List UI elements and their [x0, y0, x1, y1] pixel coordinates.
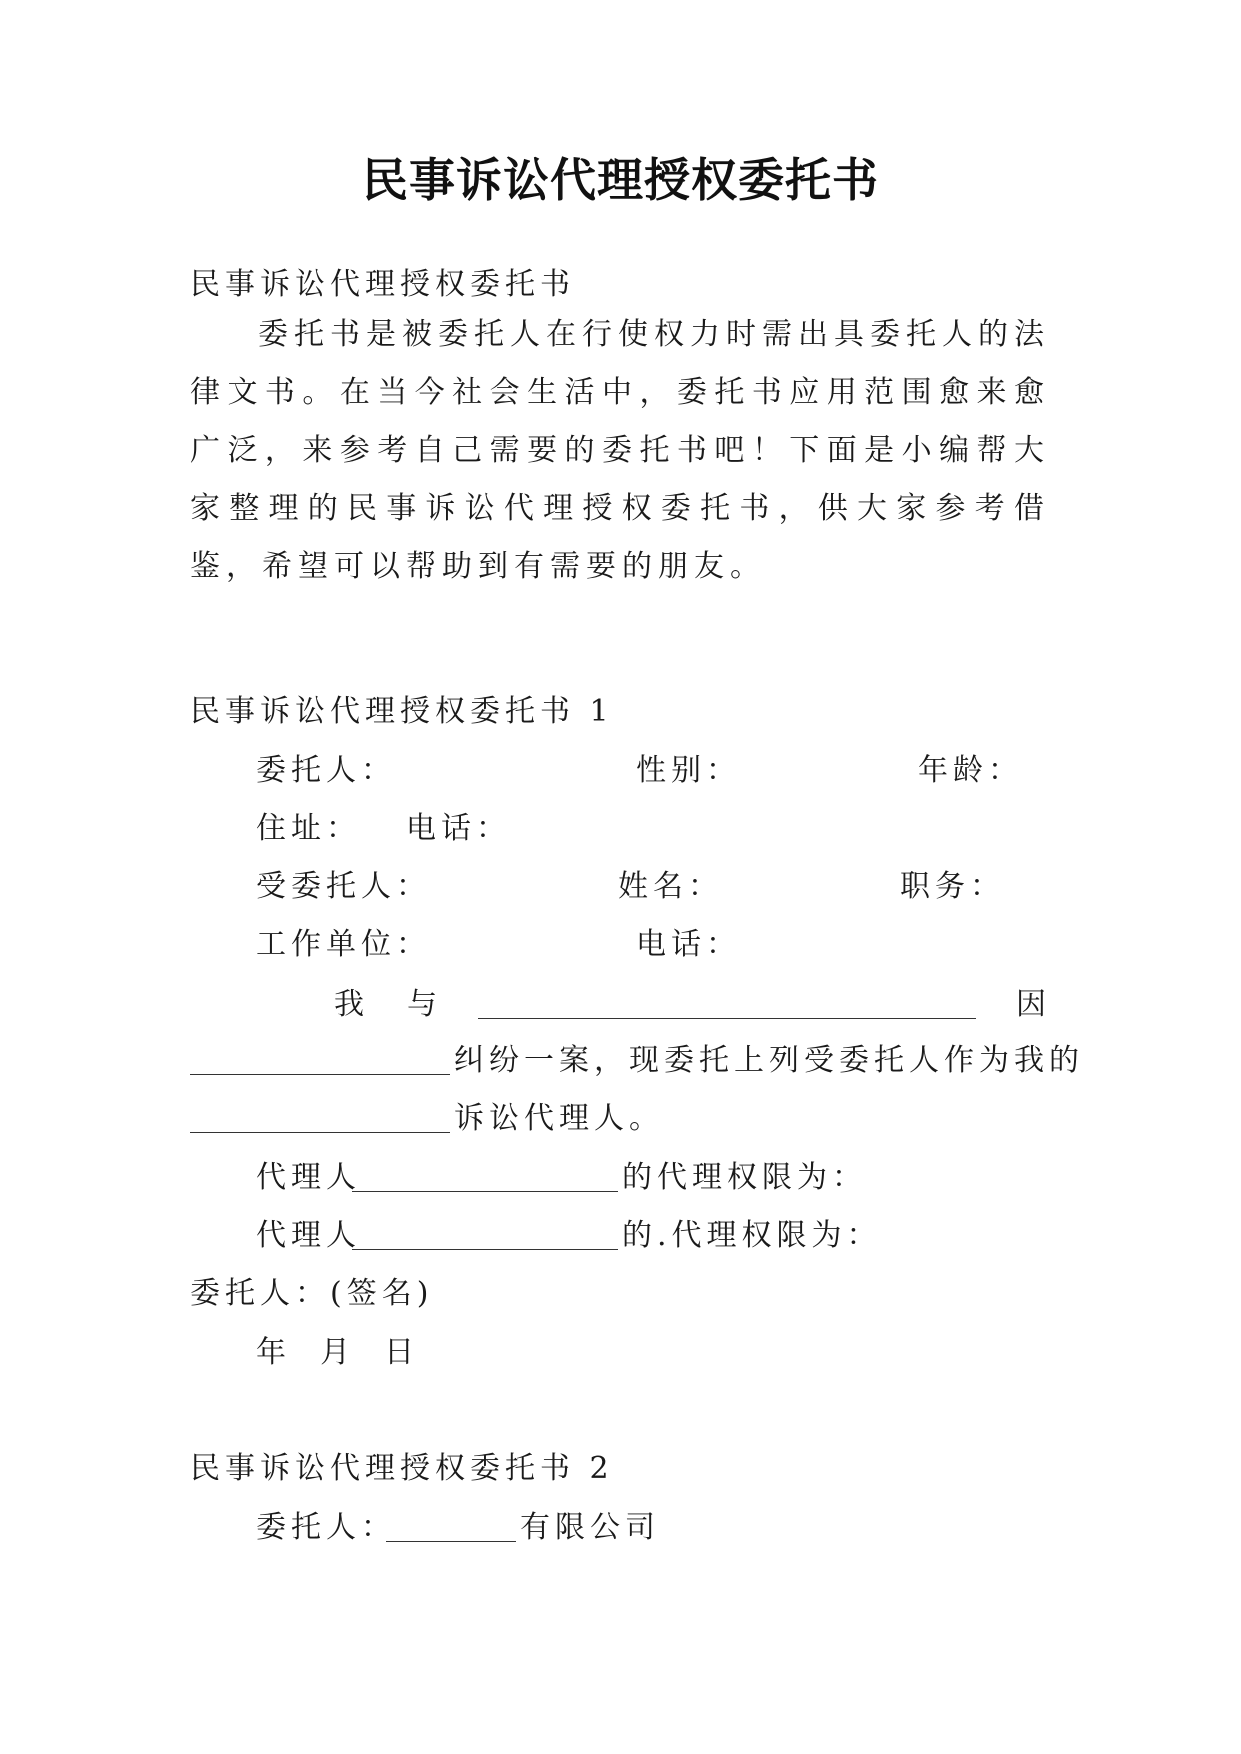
intro-heading: 民事诉讼代理授权委托书 [190, 267, 575, 302]
document-title: 民事诉讼代理授权委托书 [362, 153, 879, 207]
signature-line: 委托人：(签名) [190, 1276, 434, 1311]
clause-dispute: 纠纷一案，现委托上列受委托人作为我的 [454, 1043, 1084, 1078]
date-line: 年 月 日 [256, 1335, 420, 1370]
clause-yin: 因 [1016, 987, 1051, 1022]
proxy-suffix-1: 的代理权限为： [622, 1160, 867, 1195]
blank-dispute [190, 1044, 450, 1075]
principal-label: 委托人： [256, 753, 396, 788]
blank-agent [190, 1102, 450, 1133]
proxy-label-2: 代理人 [256, 1218, 361, 1253]
blank-proxy-1 [352, 1161, 618, 1192]
section1-heading: 民事诉讼代理授权委托书 1 [190, 694, 614, 729]
company-suffix: 有限公司 [520, 1510, 660, 1545]
gender-label: 性别： [636, 753, 741, 788]
proxy-label-1: 代理人 [256, 1160, 361, 1195]
proxy-suffix-2: 的.代理权限为： [622, 1218, 882, 1253]
position-label: 职务： [900, 869, 1005, 904]
clause-agent: 诉讼代理人。 [454, 1101, 664, 1136]
phone-label: 电话： [406, 811, 511, 846]
workplace-label: 工作单位： [256, 927, 431, 962]
address-label: 住址： [256, 811, 361, 846]
phone-label-2: 电话： [636, 927, 741, 962]
section2-heading: 民事诉讼代理授权委托书 2 [190, 1451, 614, 1486]
agent-label: 受委托人： [256, 869, 431, 904]
blank-company [386, 1511, 516, 1542]
blank-proxy-2 [352, 1219, 618, 1250]
intro-paragraph: 委托书是被委托人在行使权力时需出具委托人的法律文书。在当今社会生活中，委托书应用范围愈来愈广泛，来参考自己需要的委托书吧！下面是小编帮大家整理的民事诉讼代理授权委托书，供大家参考借鉴，希望可以帮助到有需要的朋友。 [190, 317, 1050, 584]
blank-party [478, 988, 976, 1019]
name-label: 姓名： [618, 869, 723, 904]
age-label: 年龄： [918, 753, 1023, 788]
clause-yu: 与 [407, 987, 442, 1022]
clause-wo: 我 [334, 987, 369, 1022]
section2-principal-label: 委托人： [256, 1510, 396, 1545]
